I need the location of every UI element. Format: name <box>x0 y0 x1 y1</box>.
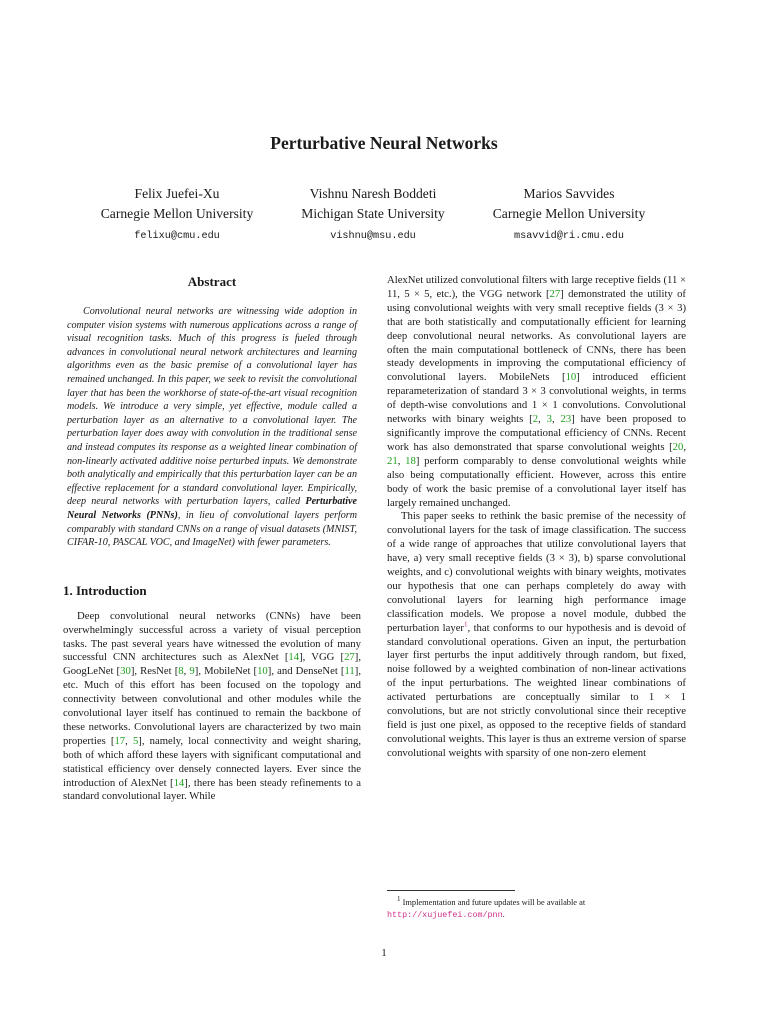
body-paragraph <box>387 510 686 760</box>
text: ], namely, local connectivity and weight sharing, both of which afford these layers with significant computational and statistical efficiency over densely connected layers. Ever since the introduction of AlexNet [ <box>63 734 362 789</box>
intro-paragraph <box>63 610 361 805</box>
citation-link[interactable]: 10 <box>565 371 577 384</box>
author-block-2 <box>268 184 478 244</box>
author-block-3 <box>464 184 674 244</box>
paper-title: Perturbative Neural Networks <box>270 133 498 153</box>
text: ], GoogLeNet [ <box>63 651 361 678</box>
abstract-body <box>63 305 361 550</box>
citation-link[interactable]: 20 <box>672 440 684 453</box>
citation-link[interactable]: 8 <box>178 665 184 678</box>
footnote-text: . <box>502 910 505 919</box>
abstract-text: Convolutional neural networks are witnessing wide adoption in computer vision systems with numerous applications across a range of visual recognition tasks. Much of this progress is fueled through advances in convolutional neural network architectures and learning algorithms even as the basic premise of a convolutional layer has remained unchanged. In this paper, we seek to revisit the convolutional layer that has been the workhorse of state-of-the-art visual recognition models. We introduce a very simple, yet effective, module called a perturbation layer as an alternative to a convolutional layer. The perturbation layer does away with convolution in the traditional sense and instead computes its response as a weighted linear combination of non-linearly activated additive noise perturbed inputs. We demonstrate both analytically and empirically that this perturbation layer can be an effective replacement for a standard convolutional layer. Empirically, deep neural networks with perturbation layers, called <box>67 306 357 508</box>
text: ], VGG [ <box>299 651 345 664</box>
left-column <box>63 273 361 804</box>
text: ] have been proposed to significantly improve the computational efficiency of CNNs. Recent work has also demonstrated that sparse convolutional weights [ <box>387 413 687 453</box>
author-block-1 <box>72 184 282 244</box>
citation-link[interactable]: 10 <box>257 665 268 678</box>
author-name: Vishnu Naresh Boddeti <box>309 186 437 201</box>
text: , that conforms to our hypothesis and is devoid of standard convolutional operations. Given an input, the perturbation layer first perturbs the input additively through random, but fixed, noise followed by a weighted combination of non-linear activations of the input perturbations. The weighted linear combinations of activated perturbations are conceptually similar to 1 × 1 convolutions, but are not strictly convolutional since their receptive field is just one pixel, as opposed to the receptive fields of standard convolutional weights. This layer is thus an extreme version of sparse convolutional weights with sparsity of one non-zero element <box>387 621 686 759</box>
abstract-heading: Abstract <box>187 274 237 289</box>
citation-link[interactable]: 5 <box>132 734 139 747</box>
footnote-text: Implementation and future updates will be available at <box>402 898 586 907</box>
text: , <box>183 665 190 678</box>
citation-link[interactable]: 21 <box>387 454 398 467</box>
citation-link[interactable]: 17 <box>114 734 126 747</box>
author-email: felixu@cmu.edu <box>134 231 220 242</box>
text: ], etc. Much of this effort has been focused on the topology and connectivity between convolutional and other modules while the convolutional layer itself has continued to remain the backbone of these networks. Convolutional layers are characterized by two main properties [ <box>63 665 361 747</box>
text: , <box>397 454 406 467</box>
text: AlexNet utilized convolutional filters with large receptive fields (11 × 11, 5 × 5, etc.), the VGG network [ <box>387 274 686 300</box>
author-name: Felix Juefei-Xu <box>134 186 220 201</box>
footnote-number: 1 <box>397 895 401 904</box>
author-name: Marios Savvides <box>523 186 615 201</box>
page-number: 1 <box>381 947 387 959</box>
text: ] perform comparably to dense convolutional weights while also being computationally efficient. However, across this entire body of work the basic premise of a convolutional layer itself has largely remained unchanged. <box>387 454 686 509</box>
text: ], ResNet [ <box>130 665 179 678</box>
citation-link[interactable]: 23 <box>560 413 572 426</box>
text: , <box>551 413 561 426</box>
author-email: vishnu@msu.edu <box>330 231 416 242</box>
body-paragraph <box>387 274 686 510</box>
abstract-text: , in lieu of convolutional layers perform comparably with standard CNNs on a range of visual datasets (MNIST, CIFAR-10, PASCAL VOC, and ImageNet) with fewer parameters. <box>67 509 357 549</box>
author-affiliation: Michigan State University <box>301 206 445 221</box>
right-column <box>387 274 686 761</box>
abstract-method-name: Perturbative Neural Networks (PNNs) <box>67 496 357 521</box>
footnote <box>387 897 686 921</box>
text: , <box>125 734 133 747</box>
text: ] introduced efficient reparameterization of standard 3 × 3 convolutional weights, in terms of depth-wise convolutions and 1 × 1 convolutions. Convolutional networks with binary weights [ <box>387 371 686 426</box>
footnote-divider <box>387 890 515 891</box>
citation-link[interactable]: 9 <box>189 665 195 678</box>
citation-link[interactable]: 27 <box>344 651 355 664</box>
text: , <box>683 440 686 453</box>
citation-link[interactable]: 3 <box>546 413 552 426</box>
text: ], MobileNet [ <box>194 665 258 678</box>
author-email: msavvid@ri.cmu.edu <box>513 231 625 242</box>
text: ], there has been steady refinements to a standard convolutional layer. While <box>63 776 361 803</box>
citation-link[interactable]: 2 <box>532 413 539 426</box>
text: This paper seeks to rethink the basic premise of the necessity of convolutional layers for the task of image classification. The success of a wide range of approaches that utilize convolutional layers that have, a) very small receptive fields (3 × 3), b) sparse convolutional weights, and c) convolutional weights with binary weights, motivates our hypothesis that one can perhaps completely do away with convolutional layers for learning high performance image classification models. We propose a novel module, dubbed the perturbation layer <box>387 510 686 634</box>
citation-link[interactable]: 14 <box>288 651 300 664</box>
text: ], and DenseNet [ <box>267 665 345 678</box>
citation-link[interactable]: 27 <box>549 287 561 300</box>
citation-link[interactable]: 11 <box>344 665 355 678</box>
citation-link[interactable]: 14 <box>173 776 185 789</box>
citation-link[interactable]: 18 <box>405 454 416 467</box>
text: , <box>538 413 547 426</box>
footnote-marker[interactable]: 1 <box>464 620 468 629</box>
author-affiliation: Carnegie Mellon University <box>492 206 646 221</box>
text: ] demonstrated the utility of using convolutional weights with very small receptive fields (3 × 3) that are both statistically and computationally efficient for learning deep convolutional neural networks. As convolutional layers are often the main computational bottleneck of CNNs, there has been steady developments in improving the computational efficiency of convolutional layers. MobileNets [ <box>387 287 686 384</box>
intro-heading: 1. Introduction <box>63 582 147 598</box>
text: Deep convolutional neural networks (CNNs) have been overwhelmingly successful across a variety of visual perception tasks. The past several years have witnessed the evolution of many successful CNN architectures such as AlexNet [ <box>63 609 361 664</box>
citation-link[interactable]: 30 <box>120 665 131 678</box>
footnote-url-link[interactable]: http://xujuefei.com/pnn <box>387 910 503 920</box>
author-affiliation: Carnegie Mellon University <box>100 206 254 221</box>
